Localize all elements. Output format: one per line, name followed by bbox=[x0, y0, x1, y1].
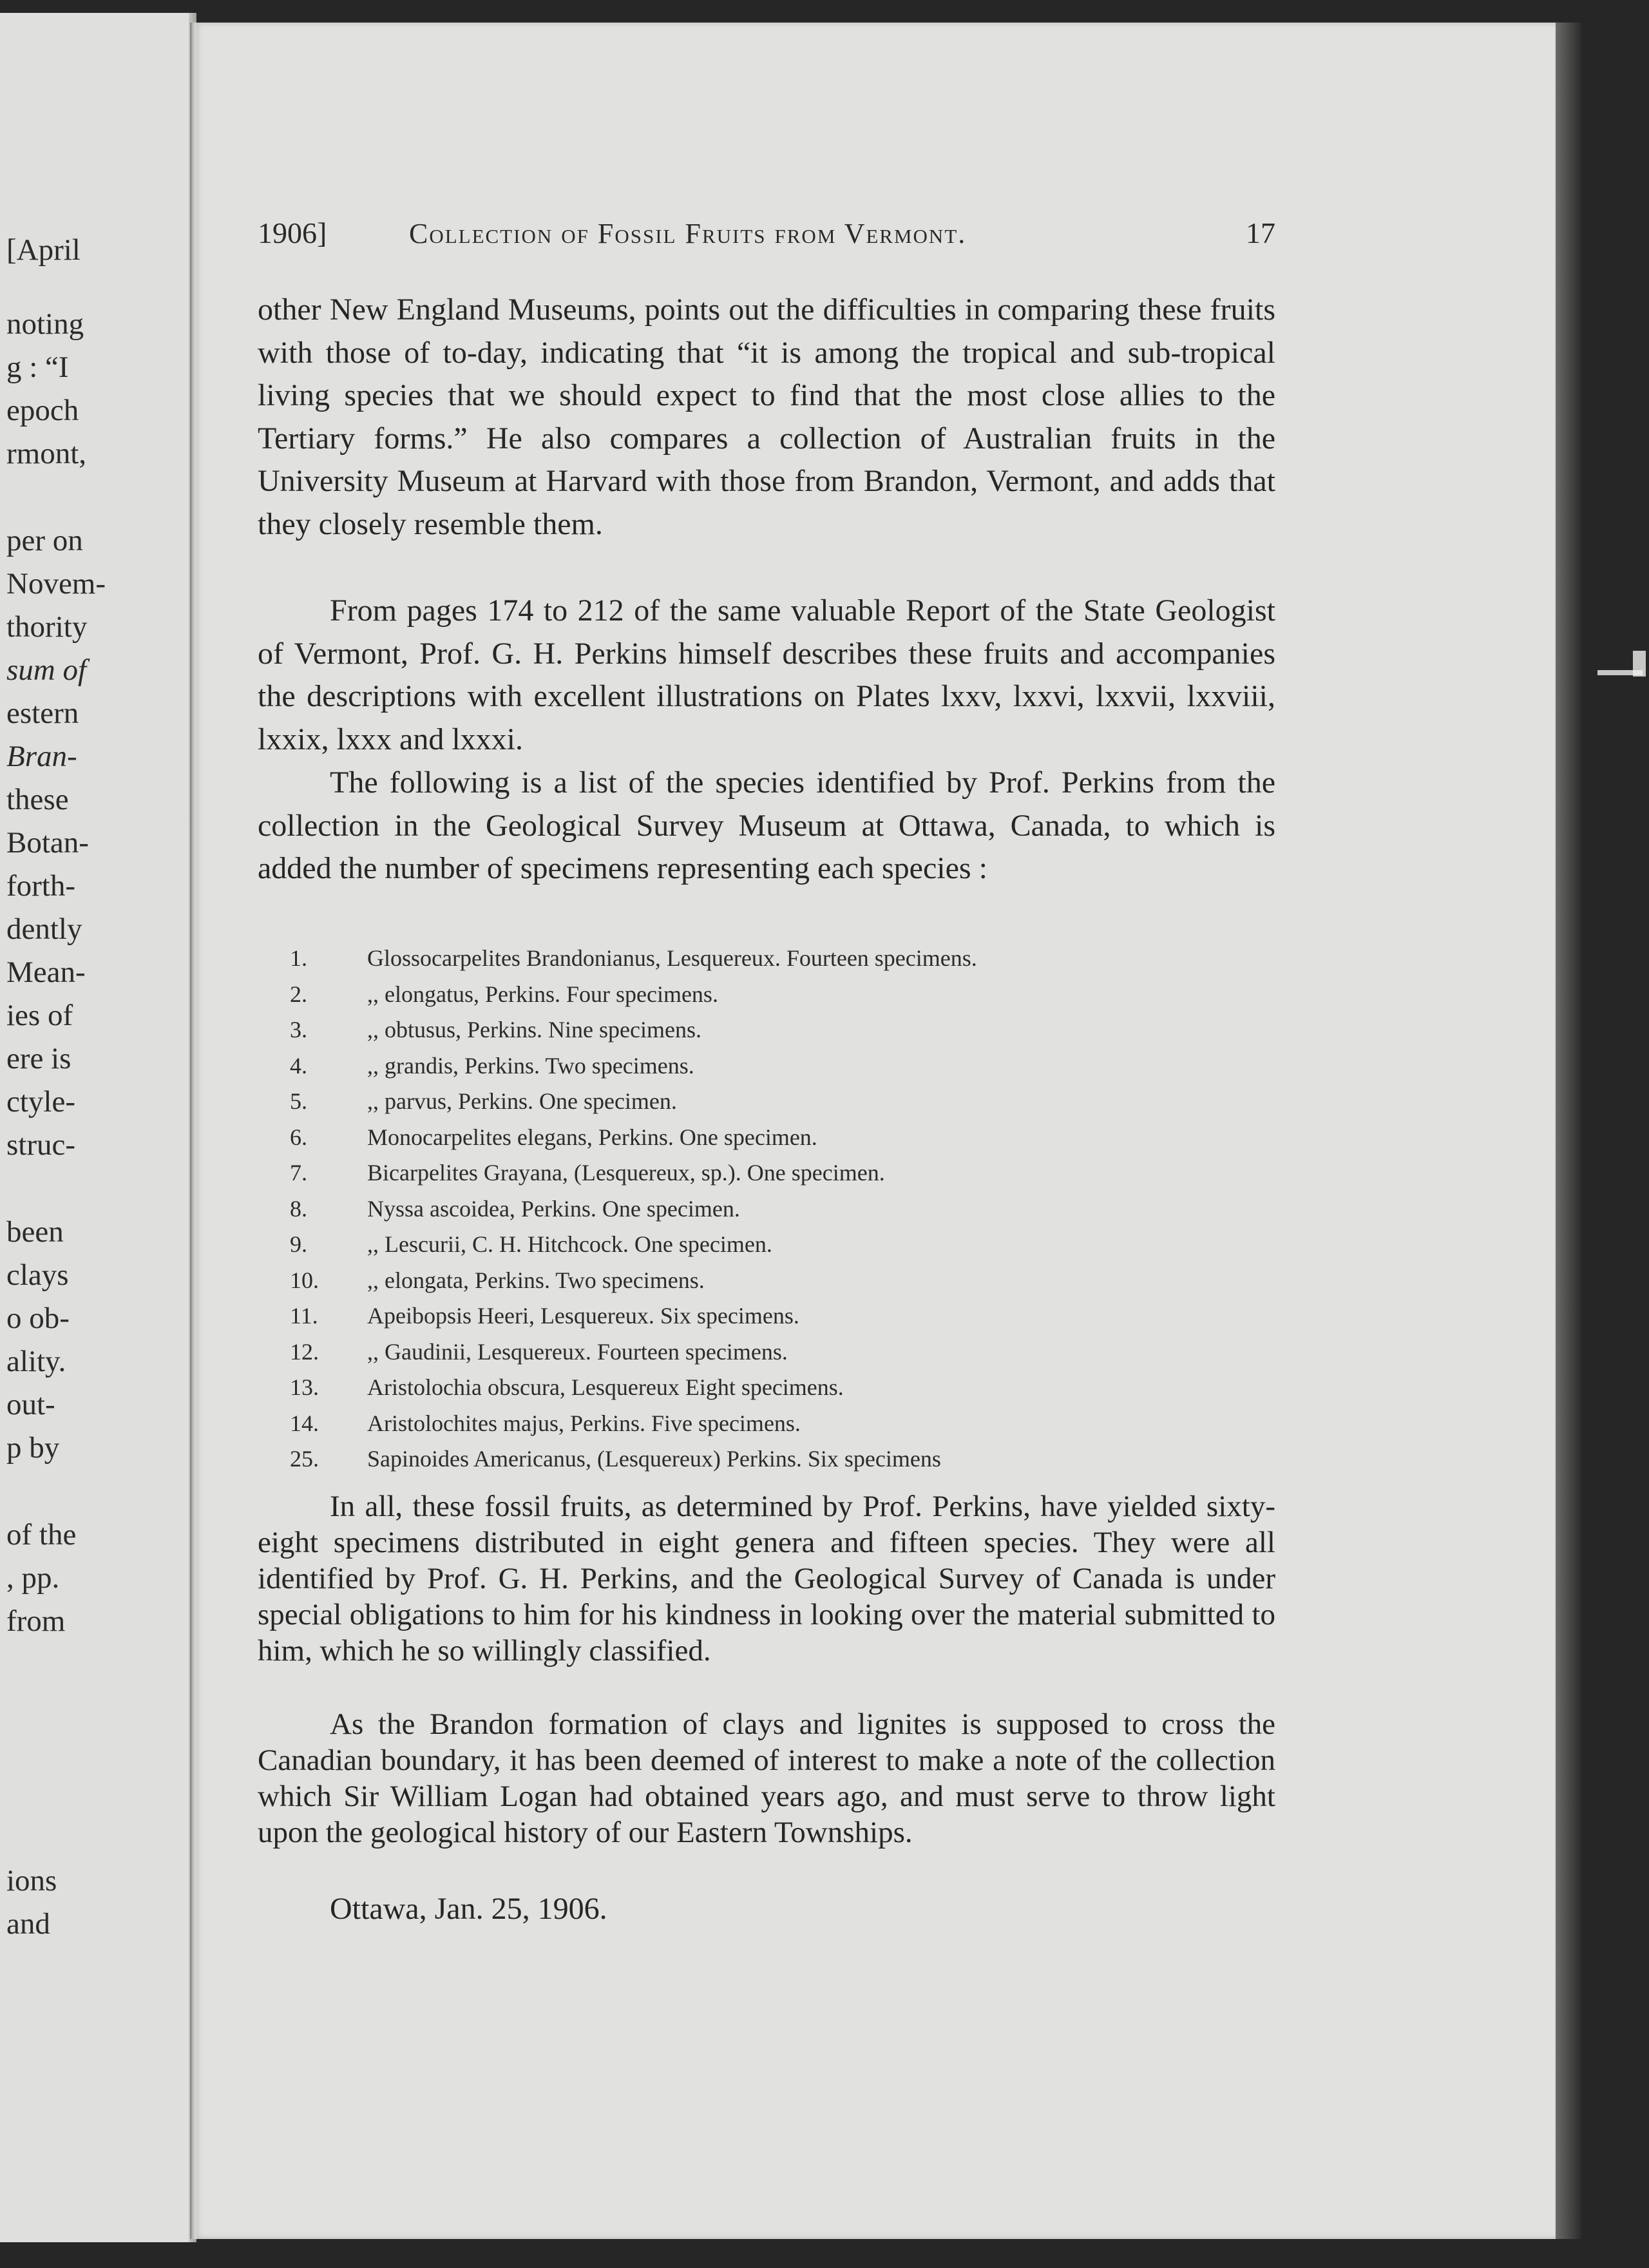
species-number: 10. bbox=[290, 1267, 319, 1293]
species-number: 8. bbox=[290, 1195, 307, 1222]
species-number: 6. bbox=[290, 1124, 307, 1150]
species-number: 2. bbox=[290, 981, 307, 1007]
species-entry: Nyssa ascoidea, Perkins. One specimen. bbox=[367, 1195, 740, 1222]
species-number: 7. bbox=[290, 1160, 307, 1186]
left-margin-fragment: these bbox=[6, 783, 69, 816]
species-number: 25. bbox=[290, 1446, 319, 1472]
species-number: 9. bbox=[290, 1231, 307, 1257]
left-margin-fragment: Mean- bbox=[6, 956, 86, 989]
left-margin-fragment: and bbox=[6, 1907, 50, 1941]
left-margin-fragment: g : “I bbox=[6, 351, 69, 384]
species-number: 13. bbox=[290, 1374, 319, 1400]
species-entry: Glossocarpelites Brandonianus, Lesquereux. Fourteen specimens. bbox=[367, 945, 977, 971]
left-margin-fragment: rmont, bbox=[6, 437, 87, 470]
species-number: 5. bbox=[290, 1088, 307, 1114]
species-entry: ,, Lescurii, C. H. Hitchcock. One specimen. bbox=[367, 1231, 772, 1257]
header-title: Collection of Fossil Fruits from Vermont. bbox=[409, 218, 967, 249]
dateline: Ottawa, Jan. 25, 1906. bbox=[330, 1892, 607, 1926]
species-entry: ,, Gaudinii, Lesquereux. Fourteen specimens. bbox=[367, 1338, 788, 1365]
left-margin-fragment: epoch bbox=[6, 394, 79, 427]
species-entry: Aristolochites majus, Perkins. Five specimens. bbox=[367, 1410, 801, 1436]
left-margin-fragment: been bbox=[6, 1215, 64, 1249]
left-margin-fragment: clays bbox=[6, 1258, 69, 1292]
page-fold bbox=[190, 23, 196, 2239]
left-margin-fragment: dently bbox=[6, 912, 82, 946]
left-margin-fragment: noting bbox=[6, 307, 84, 341]
header-year: 1906] bbox=[258, 216, 327, 249]
left-margin-fragment: sum of bbox=[6, 653, 87, 687]
body-paragraph: As the Brandon formation of clays and lignites is supposed to cross the Canadian boundary, it has been deemed of interest to make a note of the collection which Sir William Logan had obtained years ago, and must serve to throw light upon the geological history of our Eastern Townships. bbox=[258, 1707, 1275, 1849]
left-margin-fragment: struc- bbox=[6, 1128, 76, 1162]
species-number: 4. bbox=[290, 1052, 307, 1079]
left-margin-fragment: thority bbox=[6, 610, 88, 644]
species-number: 11. bbox=[290, 1303, 318, 1329]
left-margin-fragment: ality. bbox=[6, 1345, 66, 1378]
body-paragraph: From pages 174 to 212 of the same valuable Report of the State Geologist of Vermont, Prof. G. H. Perkins himself describes these fruits and accompanies the descriptions with excellent illustrations on Plates lxxv, lxxvi, lxxvii, lxxviii, lxxix, lxxx and lxxxi. bbox=[258, 593, 1275, 756]
left-margin-fragment: Bran- bbox=[6, 740, 77, 773]
left-margin-fragment: estern bbox=[6, 697, 79, 730]
right-page-edge bbox=[1556, 23, 1581, 2239]
left-margin-fragment: Botan- bbox=[6, 826, 89, 860]
left-margin-fragment: of the bbox=[6, 1518, 77, 1552]
species-entry: ,, grandis, Perkins. Two specimens. bbox=[367, 1052, 694, 1079]
left-margin-fragment: ctyle- bbox=[6, 1085, 75, 1119]
left-margin-fragment: Novem- bbox=[6, 567, 106, 601]
body-paragraph: The following is a list of the species identified by Prof. Perkins from the collection in the Geological Survey Museum at Ottawa, Canada, to which is added the number of specimens representing each species : bbox=[258, 765, 1275, 885]
left-page-fragment bbox=[0, 13, 196, 2242]
left-margin-fragment: out- bbox=[6, 1388, 55, 1421]
left-margin-fragment: from bbox=[6, 1604, 66, 1638]
left-margin-fragment: ies of bbox=[6, 999, 73, 1032]
species-entry: Aristolochia obscura, Lesquereux Eight specimens. bbox=[367, 1374, 844, 1400]
left-margin-fragment: , pp. bbox=[6, 1561, 60, 1595]
species-number: 14. bbox=[290, 1410, 319, 1436]
left-margin-fragment: ions bbox=[6, 1864, 57, 1898]
body-paragraph: other New England Museums, points out the difficulties in comparing these fruits with those of to-day, indicating that “it is among the tropical and sub-tropical living species that we should expect to find that the most close allies to the Tertiary forms.” He also compares a collection of Australian fruits in the University Museum at Harvard with those from Brandon, Vermont, and adds that they closely resemble them. bbox=[258, 293, 1275, 541]
left-margin-fragment: ere is bbox=[6, 1042, 71, 1075]
species-entry: Apeibopsis Heeri, Lesquereux. Six specimens. bbox=[367, 1303, 799, 1329]
species-entry: Monocarpelites elegans, Perkins. One specimen. bbox=[367, 1124, 817, 1150]
left-margin-fragment: forth- bbox=[6, 869, 76, 903]
species-entry: ,, elongata, Perkins. Two specimens. bbox=[367, 1267, 705, 1293]
species-number: 1. bbox=[290, 945, 307, 971]
left-margin-fragment: [April bbox=[6, 233, 81, 267]
left-margin-fragment: p by bbox=[6, 1431, 60, 1465]
left-margin-fragment: o ob- bbox=[6, 1302, 70, 1335]
species-entry: Sapinoides Americanus, (Lesquereux) Perkins. Six specimens bbox=[367, 1446, 941, 1472]
scan-speck bbox=[1633, 651, 1646, 677]
running-header bbox=[258, 216, 1275, 255]
species-number: 3. bbox=[290, 1017, 307, 1043]
species-number: 12. bbox=[290, 1338, 319, 1365]
species-entry: ,, elongatus, Perkins. Four specimens. bbox=[367, 981, 718, 1007]
page-number: 17 bbox=[1246, 216, 1275, 249]
species-entry: ,, parvus, Perkins. One specimen. bbox=[367, 1088, 677, 1114]
species-entry: ,, obtusus, Perkins. Nine specimens. bbox=[367, 1017, 701, 1043]
left-margin-fragment: per on bbox=[6, 524, 83, 557]
body-paragraph: In all, these fossil fruits, as determined by Prof. Perkins, have yielded sixty-eight specimens distributed in eight genera and fifteen species. They were all identified by Prof. G. H. Perkins, and the Geological Survey of Canada is under special obligations to him for his kindness in looking over the material submitted to him, which he so willingly classified. bbox=[258, 1490, 1275, 1667]
species-entry: Bicarpelites Grayana, (Lesquereux, sp.). One specimen. bbox=[367, 1160, 885, 1186]
